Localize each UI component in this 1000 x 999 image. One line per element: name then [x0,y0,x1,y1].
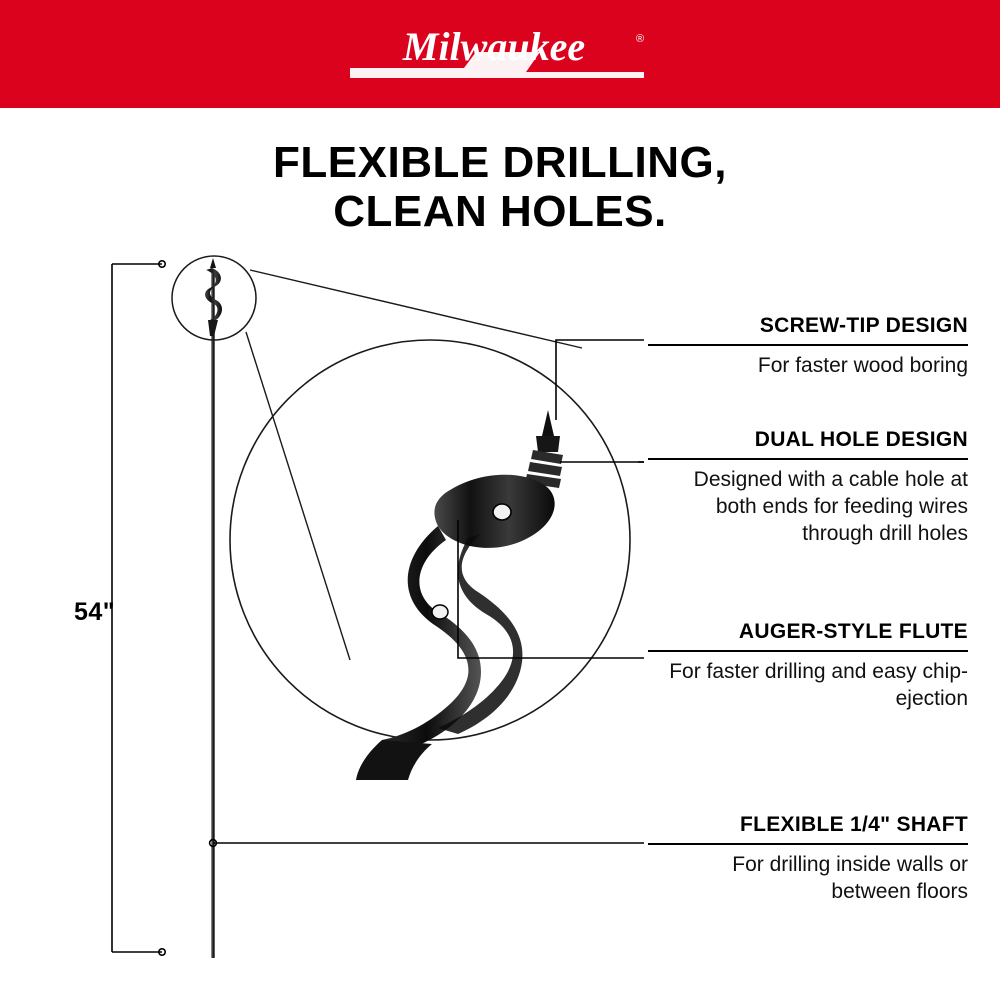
svg-text:Milwaukee: Milwaukee [402,24,586,69]
callout-dual-hole-design [648,428,968,548]
callout-body: For faster drilling and easy chip-ejection [669,660,968,710]
callout-auger-style-flute [648,620,968,713]
callout-title: DUAL HOLE DESIGN [648,428,968,460]
callout-flexible-shaft [648,813,968,906]
callout-body: Designed with a cable hole at both ends for feeding wires through drill holes [693,468,968,545]
callout-title: FLEXIBLE 1/4" SHAFT [648,813,968,845]
callout-title: SCREW-TIP DESIGN [648,314,968,346]
callout-body: For faster wood boring [757,354,968,377]
callout-body: For drilling inside walls or between floors [732,853,968,903]
headline-line-1: FLEXIBLE DRILLING, [273,138,727,187]
flexible-auger-bit-illustration [150,240,710,970]
milwaukee-wordmark-logo [340,18,660,90]
svg-text:®: ® [636,33,645,45]
dimension-label: 54" [74,598,116,626]
brand-bar [0,0,1000,108]
headline-line-2: CLEAN HOLES. [333,187,667,237]
page-title [0,138,1000,237]
callout-title: AUGER-STYLE FLUTE [648,620,968,652]
callout-screw-tip-design [648,314,968,380]
